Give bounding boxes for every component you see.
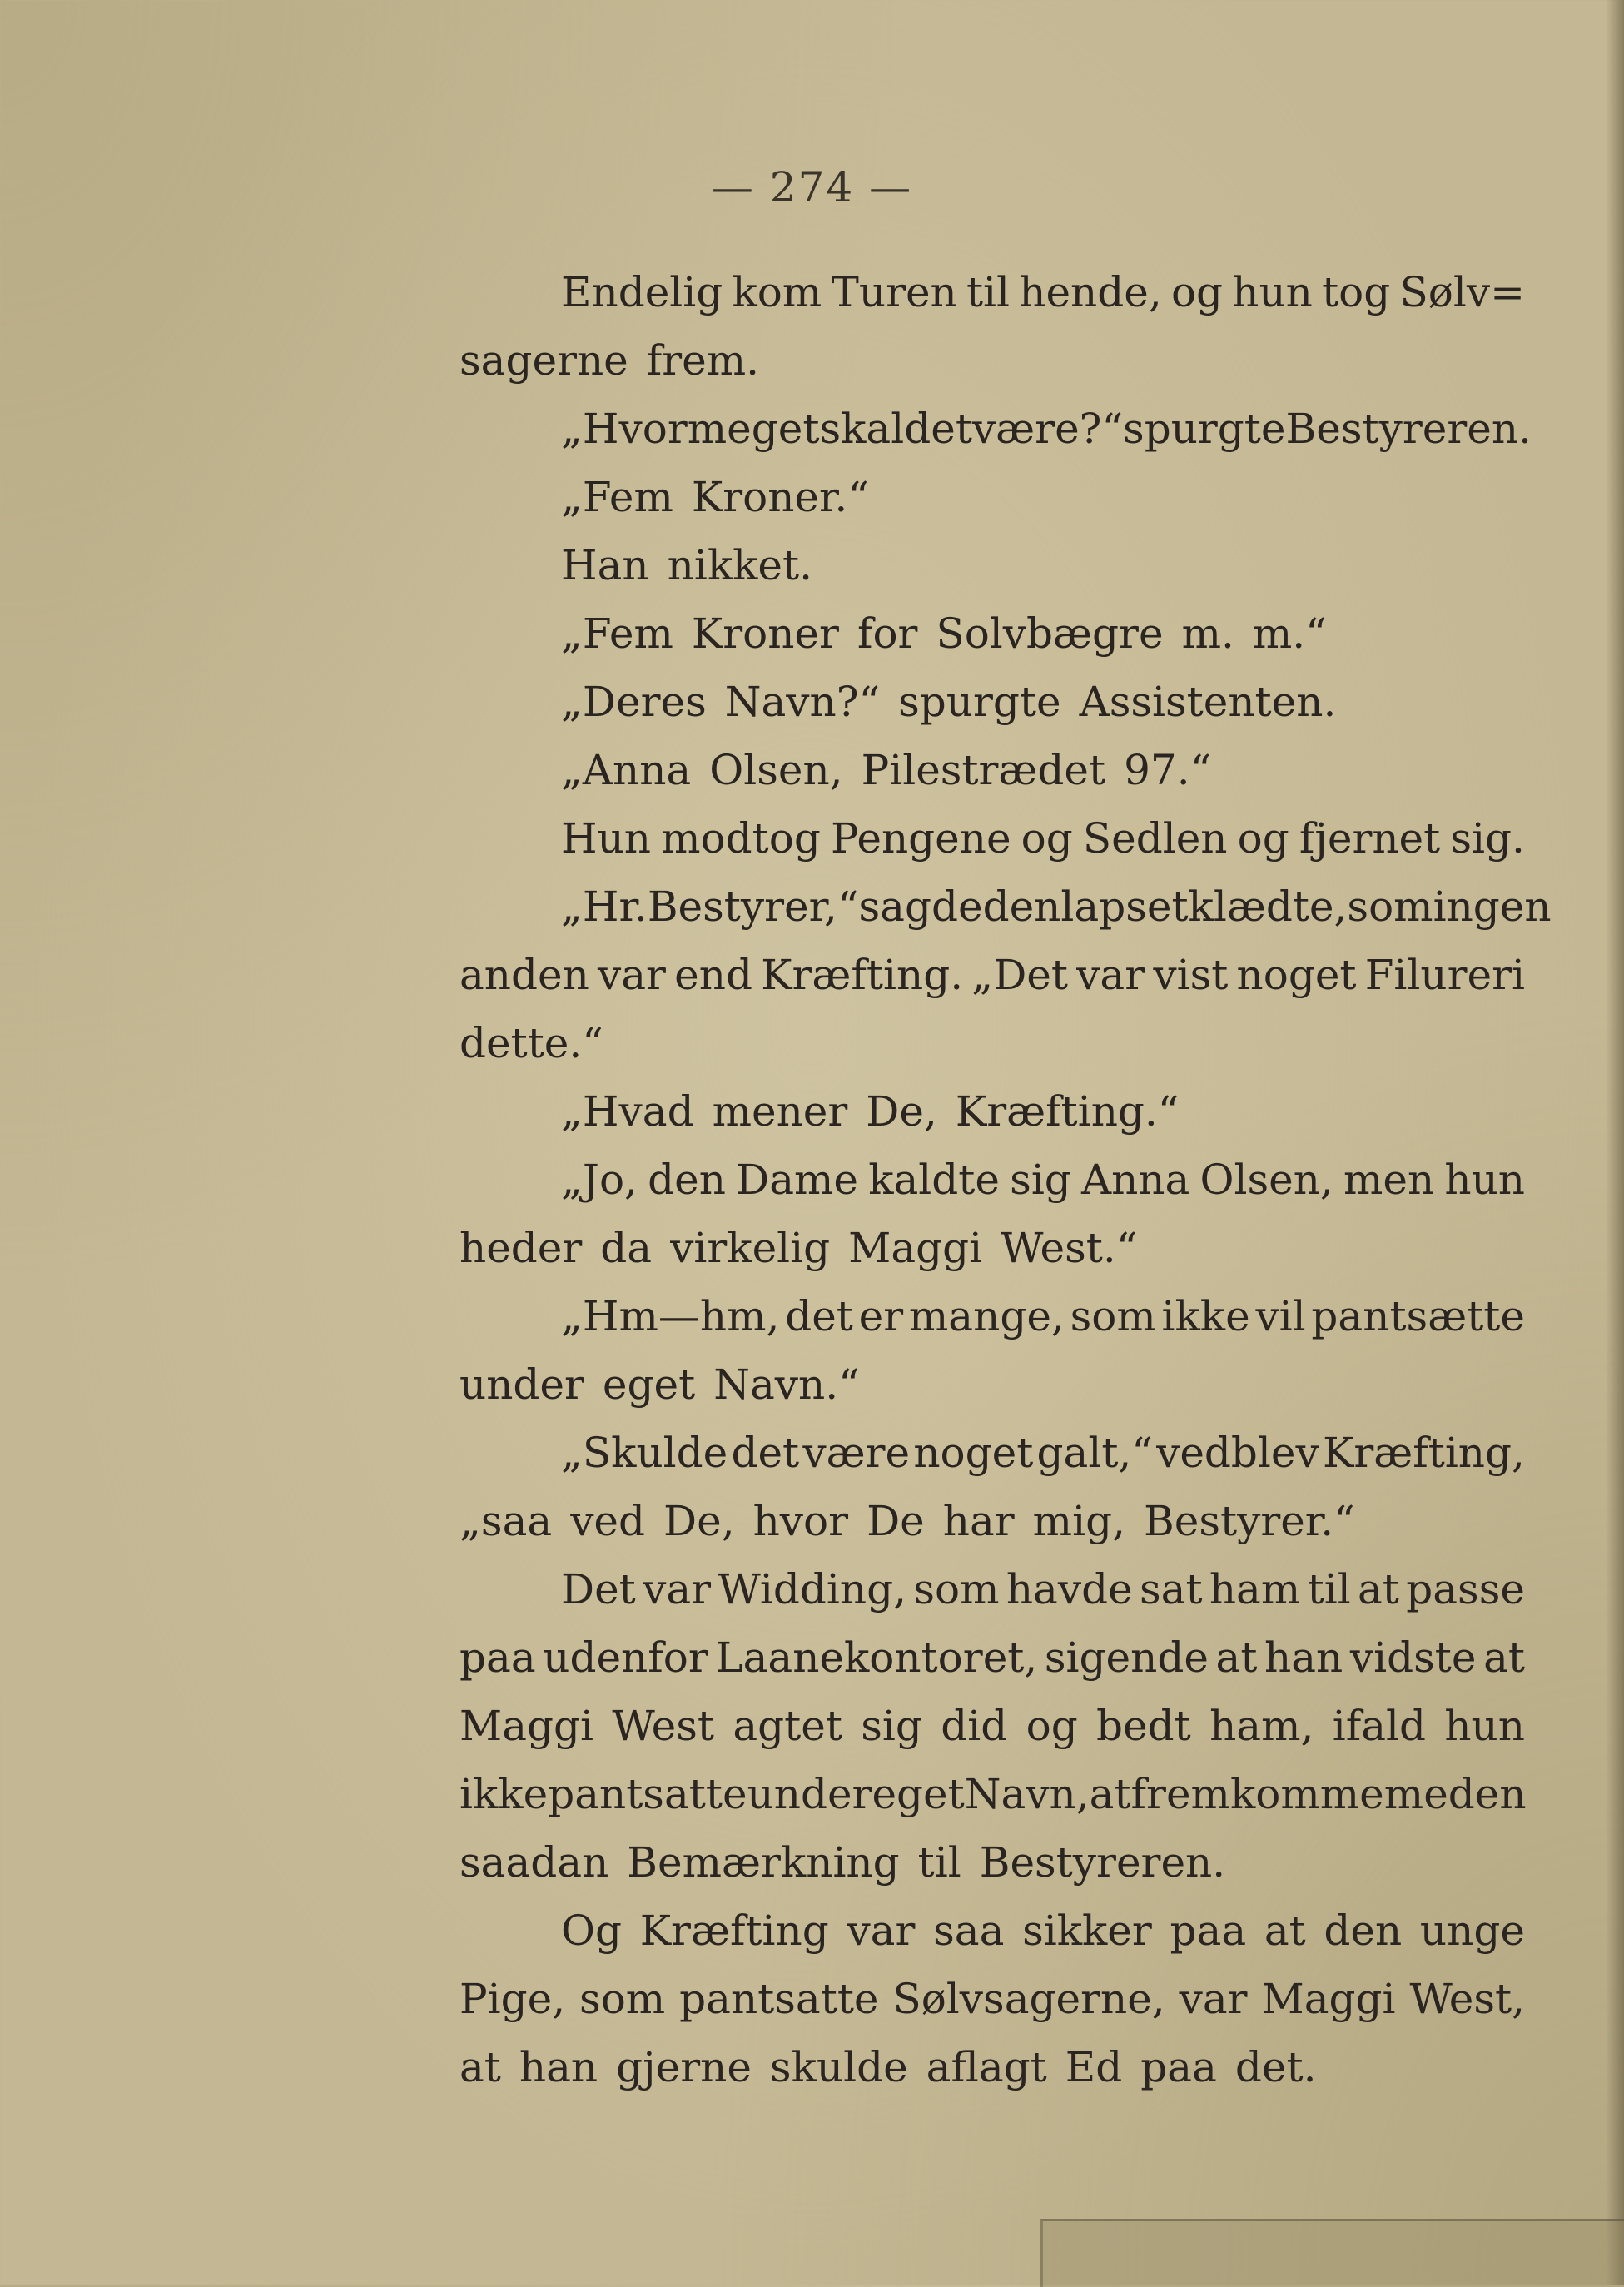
word: „Hvormeget bbox=[561, 405, 820, 453]
text-line bbox=[459, 1828, 1525, 1897]
word: saa bbox=[933, 1907, 1005, 1955]
word: var bbox=[643, 1565, 712, 1613]
word: nikket. bbox=[667, 541, 812, 589]
word: Sølv= bbox=[1399, 268, 1525, 316]
word: pantsatte bbox=[679, 1975, 879, 2023]
word: Widding, bbox=[718, 1565, 906, 1613]
word: han bbox=[519, 2043, 598, 2091]
word: did bbox=[941, 1702, 1008, 1750]
word: Han bbox=[561, 541, 649, 589]
word: hun bbox=[1232, 268, 1313, 316]
text-line bbox=[459, 326, 1525, 395]
word: med bbox=[1383, 1770, 1475, 1818]
word: Maggi bbox=[848, 1224, 983, 1272]
word: Turen bbox=[831, 268, 957, 316]
word: vidste bbox=[1349, 1633, 1477, 1682]
word: Sedlen bbox=[1082, 814, 1228, 863]
word: sat bbox=[1139, 1565, 1203, 1613]
word: havde bbox=[1006, 1565, 1133, 1613]
word: fremkomme bbox=[1130, 1770, 1384, 1818]
word: vist bbox=[1153, 951, 1229, 999]
word: Kroner.“ bbox=[691, 473, 869, 521]
paper-fold-mark bbox=[1040, 2219, 1624, 2287]
word: den bbox=[982, 882, 1061, 931]
word: De bbox=[867, 1497, 925, 1545]
word: sig bbox=[861, 1702, 922, 1750]
word: heder bbox=[459, 1224, 583, 1272]
word: en bbox=[1474, 1770, 1527, 1818]
word: til bbox=[917, 1838, 961, 1887]
word: pantsætte bbox=[1311, 1292, 1525, 1340]
text-line bbox=[459, 1419, 1525, 1487]
word: spurgte bbox=[898, 678, 1061, 726]
word: og bbox=[1170, 268, 1224, 316]
word: „Hvad bbox=[561, 1087, 694, 1136]
text-line bbox=[459, 463, 1525, 531]
word: agtet bbox=[733, 1702, 842, 1750]
word: sig bbox=[1010, 1156, 1071, 1204]
text-line bbox=[459, 736, 1525, 804]
word: mener bbox=[712, 1087, 848, 1136]
word: og bbox=[1026, 1702, 1078, 1750]
word: Ed bbox=[1065, 2043, 1123, 2091]
word: Kræfting. bbox=[761, 951, 964, 999]
word: spurgte bbox=[1123, 405, 1286, 453]
word: han bbox=[1264, 1633, 1343, 1682]
word: være bbox=[802, 1429, 911, 1477]
word: Bemærkning bbox=[627, 1838, 900, 1887]
word: ikke bbox=[459, 1770, 549, 1818]
word: eget bbox=[872, 1770, 965, 1818]
word: ifald bbox=[1332, 1702, 1427, 1750]
word: sigende bbox=[1044, 1633, 1209, 1682]
word: da bbox=[600, 1224, 653, 1272]
text-line bbox=[459, 1009, 1525, 1077]
word: paa bbox=[459, 1633, 536, 1682]
word: som bbox=[1070, 1292, 1156, 1340]
text-line bbox=[459, 1623, 1525, 1692]
text-line bbox=[459, 1555, 1525, 1623]
word: skal bbox=[819, 405, 905, 453]
word: Pengene bbox=[830, 814, 1011, 863]
word: „saa bbox=[459, 1497, 553, 1545]
word: skulde bbox=[769, 2043, 908, 2091]
word: under bbox=[747, 1770, 872, 1818]
word: at bbox=[1215, 1633, 1258, 1682]
word: har bbox=[942, 1497, 1015, 1545]
text-line bbox=[459, 531, 1525, 599]
word: Navn?“ bbox=[724, 678, 881, 726]
word: kom bbox=[732, 268, 822, 316]
text-line bbox=[459, 1214, 1525, 1282]
word: udenfor bbox=[543, 1633, 708, 1682]
word: Og bbox=[561, 1907, 622, 1955]
text-line bbox=[459, 1897, 1525, 1965]
word: lapset bbox=[1060, 882, 1189, 931]
text-line bbox=[459, 873, 1552, 941]
word: det bbox=[904, 405, 972, 453]
word: Anna bbox=[1081, 1156, 1190, 1204]
word: Filureri bbox=[1364, 951, 1525, 999]
word: Hun bbox=[561, 814, 652, 863]
word: for bbox=[857, 609, 918, 658]
word: Pige, bbox=[459, 1975, 566, 2023]
text-line bbox=[459, 1965, 1525, 2033]
word: Navn.“ bbox=[713, 1360, 860, 1409]
word: hun bbox=[1444, 1702, 1525, 1750]
word: sagde bbox=[858, 882, 983, 931]
word: „Fem bbox=[561, 609, 673, 658]
word: at bbox=[1358, 1565, 1399, 1613]
word: Endelig bbox=[561, 268, 723, 316]
page-number: — 274 — bbox=[711, 163, 913, 211]
word: Bestyreren. bbox=[979, 1838, 1226, 1887]
word: galt,“ bbox=[1036, 1429, 1153, 1477]
text-line bbox=[459, 941, 1525, 1009]
text-line bbox=[459, 395, 1532, 463]
word: den bbox=[648, 1156, 726, 1204]
text-line bbox=[459, 668, 1525, 736]
word: West.“ bbox=[1001, 1224, 1138, 1272]
word: „Det bbox=[971, 951, 1068, 999]
word: „Jo, bbox=[561, 1156, 638, 1204]
text-line bbox=[459, 599, 1525, 668]
word: Sølvsagerne, bbox=[892, 1975, 1165, 2023]
word: saadan bbox=[459, 1838, 609, 1887]
word: tog bbox=[1322, 268, 1391, 316]
word: De, bbox=[663, 1497, 735, 1545]
word: til bbox=[966, 268, 1011, 316]
word: ikke bbox=[1161, 1292, 1250, 1340]
word: klædte, bbox=[1188, 882, 1348, 931]
word: Solvbægre bbox=[936, 609, 1164, 658]
word: ham, bbox=[1209, 1702, 1314, 1750]
word: hende, bbox=[1019, 268, 1162, 316]
text-line bbox=[459, 1692, 1525, 1760]
word: hun bbox=[1444, 1156, 1525, 1204]
word: som bbox=[913, 1565, 1000, 1613]
word: Olsen, bbox=[709, 746, 843, 794]
word: som bbox=[1347, 882, 1433, 931]
word: Assistenten. bbox=[1079, 678, 1337, 726]
word: sig. bbox=[1450, 814, 1525, 863]
text-line bbox=[459, 258, 1525, 326]
word: „Fem bbox=[561, 473, 673, 521]
text-line bbox=[459, 804, 1525, 873]
word: sikker bbox=[1022, 1907, 1152, 1955]
word: det. bbox=[1234, 2043, 1317, 2091]
word: frem. bbox=[646, 336, 760, 385]
word: det bbox=[731, 1429, 800, 1477]
word: til bbox=[1307, 1565, 1351, 1613]
word: „Hm—hm, bbox=[561, 1292, 780, 1340]
word: West bbox=[612, 1702, 714, 1750]
word: Kræfting.“ bbox=[955, 1087, 1180, 1136]
word: anden bbox=[459, 951, 589, 999]
word: være?“ bbox=[971, 405, 1124, 453]
word: Dame bbox=[736, 1156, 859, 1204]
word: West, bbox=[1409, 1975, 1525, 2023]
text-line bbox=[459, 1350, 1525, 1419]
word: ved bbox=[570, 1497, 646, 1545]
word: dette.“ bbox=[459, 1019, 603, 1067]
word: bedt bbox=[1096, 1702, 1191, 1750]
word: og bbox=[1021, 814, 1073, 863]
word: 97.“ bbox=[1124, 746, 1212, 794]
word: „Deres bbox=[561, 678, 707, 726]
word: m. bbox=[1181, 609, 1234, 658]
word: Maggi bbox=[459, 1702, 594, 1750]
word: vil bbox=[1255, 1292, 1306, 1340]
word: var bbox=[847, 1907, 916, 1955]
page-edge-shadow bbox=[1606, 0, 1624, 2285]
word: fjernet bbox=[1299, 814, 1441, 863]
word: det bbox=[785, 1292, 853, 1340]
word: Kroner bbox=[691, 609, 839, 658]
word: aflagt bbox=[926, 2043, 1047, 2091]
word: virkelig bbox=[670, 1224, 831, 1272]
word: er bbox=[858, 1292, 904, 1340]
word: passe bbox=[1406, 1565, 1525, 1613]
word: noget bbox=[1236, 951, 1357, 999]
word: Pilestrædet bbox=[861, 746, 1106, 794]
word: sagerne bbox=[459, 336, 628, 385]
word: „Skulde bbox=[561, 1429, 728, 1477]
word: modtog bbox=[661, 814, 821, 863]
word: Kræfting, bbox=[1322, 1429, 1525, 1477]
word: „Anna bbox=[561, 746, 692, 794]
word: hvor bbox=[752, 1497, 849, 1545]
word: den bbox=[1324, 1907, 1403, 1955]
word: Bestyrer,“ bbox=[647, 882, 859, 931]
word: og bbox=[1237, 814, 1289, 863]
word: noget bbox=[913, 1429, 1034, 1477]
text-line bbox=[459, 1077, 1525, 1146]
word: gjerne bbox=[616, 2043, 752, 2091]
word: Bestyrer.“ bbox=[1143, 1497, 1355, 1545]
text-line bbox=[459, 2033, 1525, 2101]
word: mig, bbox=[1032, 1497, 1125, 1545]
text-line bbox=[459, 1282, 1525, 1350]
word: Maggi bbox=[1261, 1975, 1396, 2023]
word: Bestyreren. bbox=[1285, 405, 1532, 453]
word: ham bbox=[1209, 1565, 1301, 1613]
word: at bbox=[1483, 1633, 1525, 1682]
text-line bbox=[459, 1760, 1525, 1828]
word: at bbox=[1264, 1907, 1306, 1955]
word: var bbox=[1076, 951, 1145, 999]
word: under bbox=[459, 1360, 584, 1409]
word: men bbox=[1343, 1156, 1435, 1204]
word: eget bbox=[602, 1360, 696, 1409]
word: end bbox=[674, 951, 752, 999]
word: kaldte bbox=[868, 1156, 1000, 1204]
word: var bbox=[598, 951, 666, 999]
text-line bbox=[459, 1146, 1525, 1214]
word: var bbox=[1179, 1975, 1248, 2023]
word: som bbox=[579, 1975, 666, 2023]
word: m.“ bbox=[1252, 609, 1327, 658]
body-text bbox=[459, 258, 1552, 2101]
word: at bbox=[459, 2043, 501, 2091]
word: Kræfting bbox=[639, 1907, 829, 1955]
word: Det bbox=[561, 1565, 636, 1613]
word: paa bbox=[1140, 2043, 1217, 2091]
word: ingen bbox=[1433, 882, 1552, 931]
word: Laanekontoret, bbox=[715, 1633, 1038, 1682]
word: „Hr. bbox=[561, 882, 648, 931]
word: Navn, bbox=[964, 1770, 1090, 1818]
word: De, bbox=[866, 1087, 937, 1136]
word: Olsen, bbox=[1199, 1156, 1333, 1204]
word: mange, bbox=[908, 1292, 1065, 1340]
text-line bbox=[459, 1487, 1525, 1555]
word: pantsatte bbox=[548, 1770, 747, 1818]
word: vedblev bbox=[1156, 1429, 1319, 1477]
word: paa bbox=[1170, 1907, 1247, 1955]
word: unge bbox=[1419, 1907, 1525, 1955]
word: at bbox=[1089, 1770, 1131, 1818]
